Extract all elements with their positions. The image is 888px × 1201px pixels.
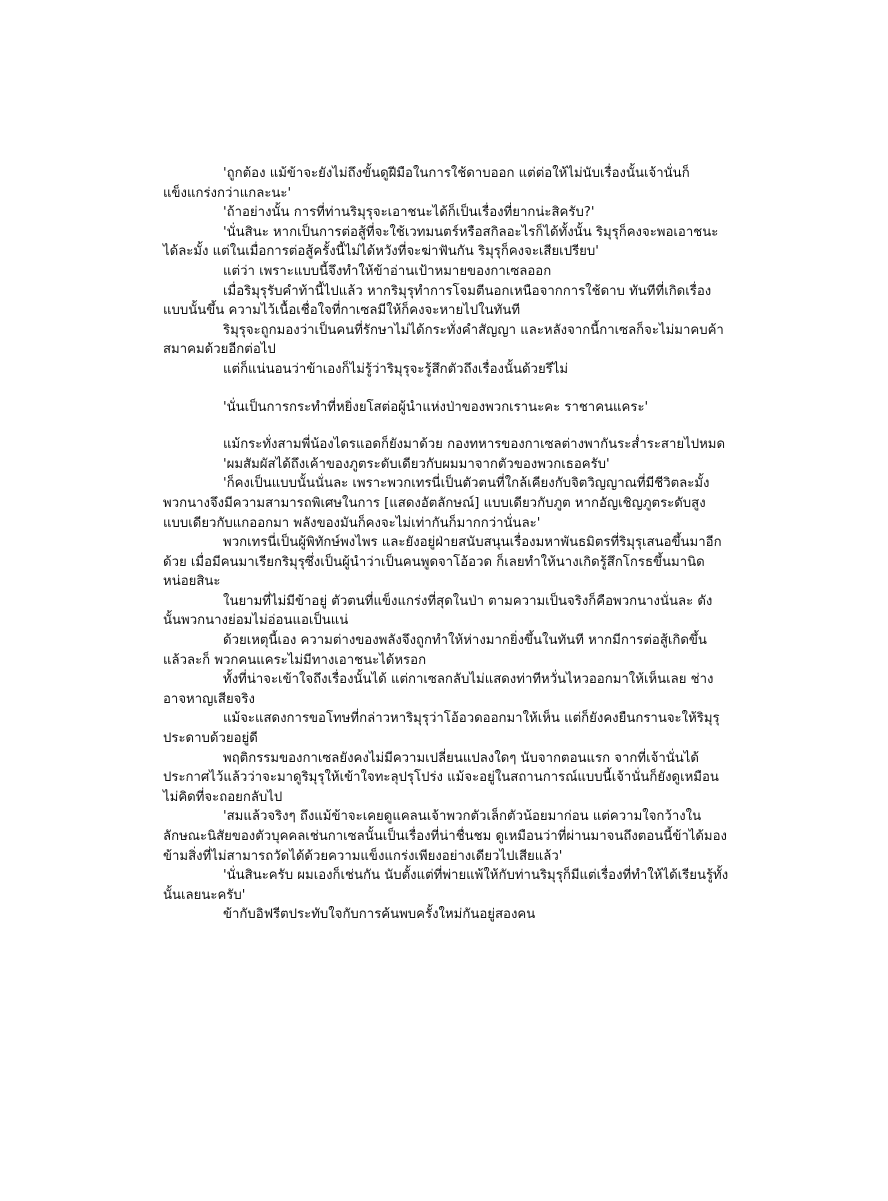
paragraph: แต่ก็แน่นอนว่าข้าเองก็ไม่รู้ว่าริมุรุจะรู้สึกตัวถึงเรื่องนั้นด้วยรึไม่ (223, 361, 569, 377)
paragraph: 'ถูกต้อง แม้ข้าจะยังไม่ถึงขั้นดูฝีมือในการใช้ดาบออก แต่ต่อให้ไม่นับเรื่องนั้นเจ้านั่นก็แข็งแกร่งกว่าแกละนะ' (163, 166, 690, 201)
paragraph: ริมุรุจะถูกมองว่าเป็นคนที่รักษาไม่ได้กระทั่งคำสัญญา และหลังจากนี้กาเซลก็จะไม่มาคบค้าสมาคมด้วยอีกต่อไป (163, 322, 724, 358)
paragraph: 'ถ้าอย่างนั้น การที่ท่านริมุรุจะเอาชนะได้ก็เป็นเรื่องที่ยากน่ะสิครับ?' (223, 205, 595, 221)
paragraph: แม้กระทั่งสามพี่น้องไดรแอดก็ยังมาด้วย กองทหารของกาเซลต่างพากันระส่ำระสายไปหมด (223, 437, 726, 453)
paragraph: แม้จะแสดงการขอโทษที่กล่าวหาริมุรุว่าโอ้อวดออกมาให้เห็น แต่ก็ยังคงยืนกรานจะให้ริมุรุประดาบด้วยอยู่ดี (163, 711, 720, 747)
paragraph: แต่ว่า เพราะแบบนี้จึงทำให้ข้าอ่านเป้าหมายของกาเซลออก (223, 263, 552, 279)
paragraph: 'นั่นสินะครับ ผมเองก็เช่นกัน นับตั้งแต่ที่พ่ายแพ้ให้กับท่านริมุรุก็มีแต่เรื่องที่ทำให้ได้เรียนรู้ทั้งนั้นเลยนะครับ' (163, 868, 729, 903)
paragraph: พวกเทรนี่เป็นผู้พิทักษ์พงไพร และยังอยู่ฝ่ายสนับสนุนเรื่องมหาพันธมิตรที่ริมุรุเสนอขึ้นมาอีกด้วย เมื่อมีคนมาเรียกริมุรุซึ่งเป็นผู้นำว่าเป็นคนพูดจาโอ้อวด ก็เลยทำให้นางเกิดรู้สึกโกรธขึ้นมานิดหน่อยสินะ (163, 535, 722, 590)
paragraph: 'นั่นเป็นการกระทำที่หยิ่งยโสต่อผู้นำแห่งป่าของพวกเรานะคะ ราชาคนแคระ' (223, 399, 649, 415)
document-body (163, 164, 729, 925)
paragraph: เมื่อริมุรุรับคำท้านี้ไปแล้ว หากริมุรุทำการโจมตีนอกเหนือจากการใช้ดาบ ทันทีที่เกิดเรื่องแบบนั้นขึ้น ความไว้เนื้อเชื่อใจที่กาเซลมีให้ก็คงจะหายไปในทันที (163, 283, 712, 319)
paragraph: 'สมแล้วจริงๆ ถึงแม้ข้าจะเคยดูแคลนเจ้าพวกตัวเล็กตัวน้อยมาก่อน แต่ความใจกว้างในลักษณะนิสัยของตัวบุคคลเช่นกาเซลนั้นเป็นเรื่องที่น่าชื่นชม ดูเหมือนว่าที่ผ่านมาจนถึงตอนนี้ข้าได้มองข้ามสิ่งที่ไม่สามารถวัดได้ด้วยความแข็งแกร่งเพียงอย่างเดียวไปเสียแล้ว' (163, 809, 727, 864)
paragraph: พฤติกรรมของกาเซลยังคงไม่มีความเปลี่ยนแปลงใดๆ นับจากตอนแรก จากที่เจ้านั่นได้ประกาศไว้แล้วว่าจะมาดูริมุรุให้เข้าใจทะลุปรุโปร่ง แม้จะอยู่ในสถานการณ์แบบนี้เจ้านั่นก็ยังดูเหมือนไม่คิดที่จะถอยกลับไป (163, 750, 719, 805)
paragraph: 'ก็คงเป็นแบบนั้นนั่นละ เพราะพวกเทรนี่เป็นตัวตนที่ใกล้เคียงกับจิตวิญญาณที่มีชีวิตละมั้ง พวกนางจึงมีความสามารถพิเศษในการ [แสดงอัตลักษณ์] แบบเดียวกับภูต หากอัญเชิญภูตระดับสูงแบบเดียวกับแกออกมา พลังของมันก็คงจะไม่เท่ากันก็มากกว่านั่นละ' (163, 476, 710, 531)
paragraph: ทั้งที่น่าจะเข้าใจถึงเรื่องนั้นได้ แต่กาเซลกลับไม่แสดงท่าทีหวั่นไหวออกมาให้เห็นเลย ช่างอาจหาญเสียจริง (163, 672, 714, 707)
paragraph: ด้วยเหตุนี้เอง ความต่างของพลังจึงถูกทำให้ห่างมากยิ่งขึ้นในทันที หากมีการต่อสู้เกิดขึ้นแล้วละก็ พวกคนแคระไม่มีทางเอาชนะได้หรอก (163, 633, 707, 668)
paragraph: ข้ากับอิฟรีตประทับใจกับการค้นพบครั้งใหม่กันอยู่สองคน (223, 907, 536, 923)
paragraph: 'นั่นสินะ หากเป็นการต่อสู้ที่จะใช้เวทมนตร์หรือสกิลอะไรก็ได้ทั้งนั้น ริมุรุก็คงจะพอเอาชนะได้ละมั้ง แต่ในเมื่อการต่อสู้ครั้งนี้ไม่ได้หวังที่จะฆ่าฟันกัน ริมุรุก็คงจะเสียเปรียบ' (163, 224, 719, 260)
paragraph: ในยามที่ไม่มีข้าอยู่ ตัวตนที่แข็งแกร่งที่สุดในป่า ตามความเป็นจริงก็คือพวกนางนั่นละ ดังนั้นพวกนางย่อมไม่อ่อนแอเป็นแน่ (163, 593, 713, 629)
paragraph: 'ผมสัมผัสได้ถึงเค้าของภูตระดับเดียวกับผมมาจากตัวของพวกเธอครับ' (223, 456, 610, 472)
